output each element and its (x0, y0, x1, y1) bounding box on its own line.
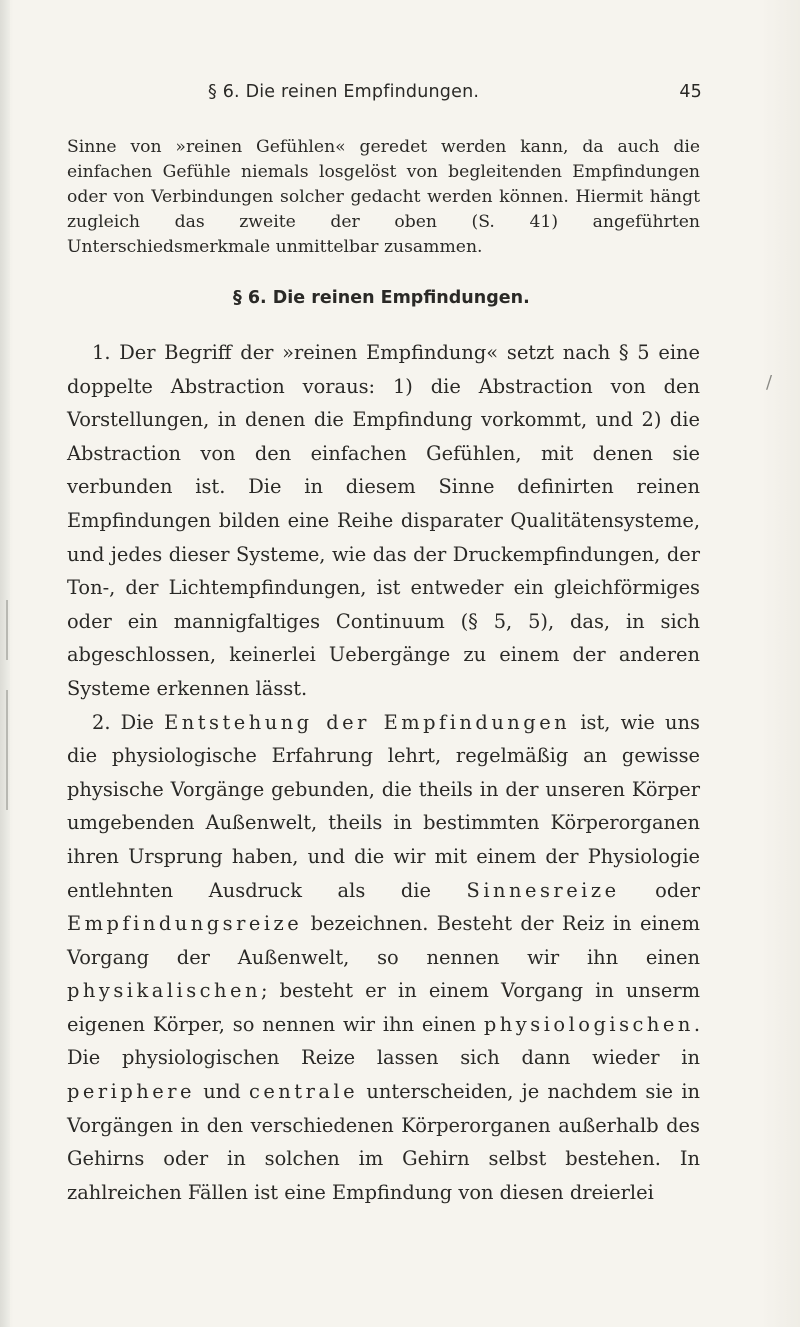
margin-pencil-mark: / (766, 372, 773, 393)
spaced-term: Sinnesreize (466, 878, 620, 902)
text-run: bezeichnen. Besteht der Reiz in einem Vorgang der Außenwelt, so nennen wir ihn einen (67, 912, 700, 969)
spaced-term: periphere (67, 1080, 195, 1104)
intro-paragraph-block (67, 135, 700, 260)
text-run: ist, wie uns die physiologische Erfahrung lehrt, regelmäßig an gewisse physische Vorgänge gebunden, die theils in der unseren Körper umgebenden Außenwelt, theils in bestimmten Körperorganen ihren Ursprung haben, und die wir mit einem der Physiologie entlehnten Ausdruck als die (67, 710, 700, 902)
text-run: 2. Die (92, 710, 165, 734)
text-run: oder (619, 878, 700, 902)
text-run: unterscheiden, je nachdem sie in Vorgängen in den verschiedenen Körperorganen außerhalb des Gehirns oder in solchen im Gehirn selbst bestehen. In zahlreichen Fällen ist eine Empfindung von diesen dreierlei (67, 1080, 701, 1204)
spaced-term: Entstehung der Empfindungen (164, 710, 571, 734)
running-header (208, 82, 702, 112)
section-body (67, 336, 700, 1209)
paragraph-2 (67, 706, 700, 1210)
scan-artifact (6, 600, 8, 660)
page-spine-shadow (0, 0, 10, 1327)
spaced-term: centrale (248, 1080, 359, 1104)
section-heading: § 6. Die reinen Empfindungen. (233, 288, 530, 308)
page-number: 45 (679, 82, 702, 102)
spaced-term: physiologischen (483, 1012, 694, 1036)
text-run: und (194, 1080, 249, 1104)
scan-artifact (6, 690, 8, 810)
running-title: § 6. Die reinen Empfindungen. (208, 82, 480, 102)
paragraph-1: 1. Der Begriff der »reinen Empfindung« setzt nach § 5 eine doppelte Abstraction voraus: 1) die Abstraction von den Vorstellungen, in denen die Empfindung vorkommt, und 2) die Abstraction von den einfachen Gefühlen, mit denen sie verbunden ist. Die in diesem Sinne definirten reinen Empfindungen bilden eine Reihe disparater Qualitätensysteme, und jedes dieser Systeme, wie das der Druckempfindungen, der Ton-, der Lichtempfindungen, ist entweder ein gleichförmiges oder ein mannigfaltiges Continuum (§ 5, 5), das, in sich abgeschlossen, keinerlei Uebergänge zu einem der anderen Systeme erkennen lässt. (67, 341, 700, 700)
text-run: . Die physiologischen Reize lassen sich dann wieder in (67, 1012, 700, 1070)
spaced-term: physikalischen (67, 979, 261, 1003)
intro-paragraph: Sinne von »reinen Gefühlen« geredet werden kann, da auch die einfachen Gefühle niemals losgelöst von begleitenden Empfindungen oder von Verbindungen solcher gedacht werden können. Hiermit hängt zugleich das zweite der oben (S. 41) angeführten Unterschiedsmerkmale unmittelbar zusammen. (67, 137, 700, 257)
text-run: ; besteht er in einem Vorgang in unserm eigenen Körper, so nennen wir ihn einen (67, 979, 700, 1036)
spaced-term: Empfindungsreize (67, 912, 303, 936)
